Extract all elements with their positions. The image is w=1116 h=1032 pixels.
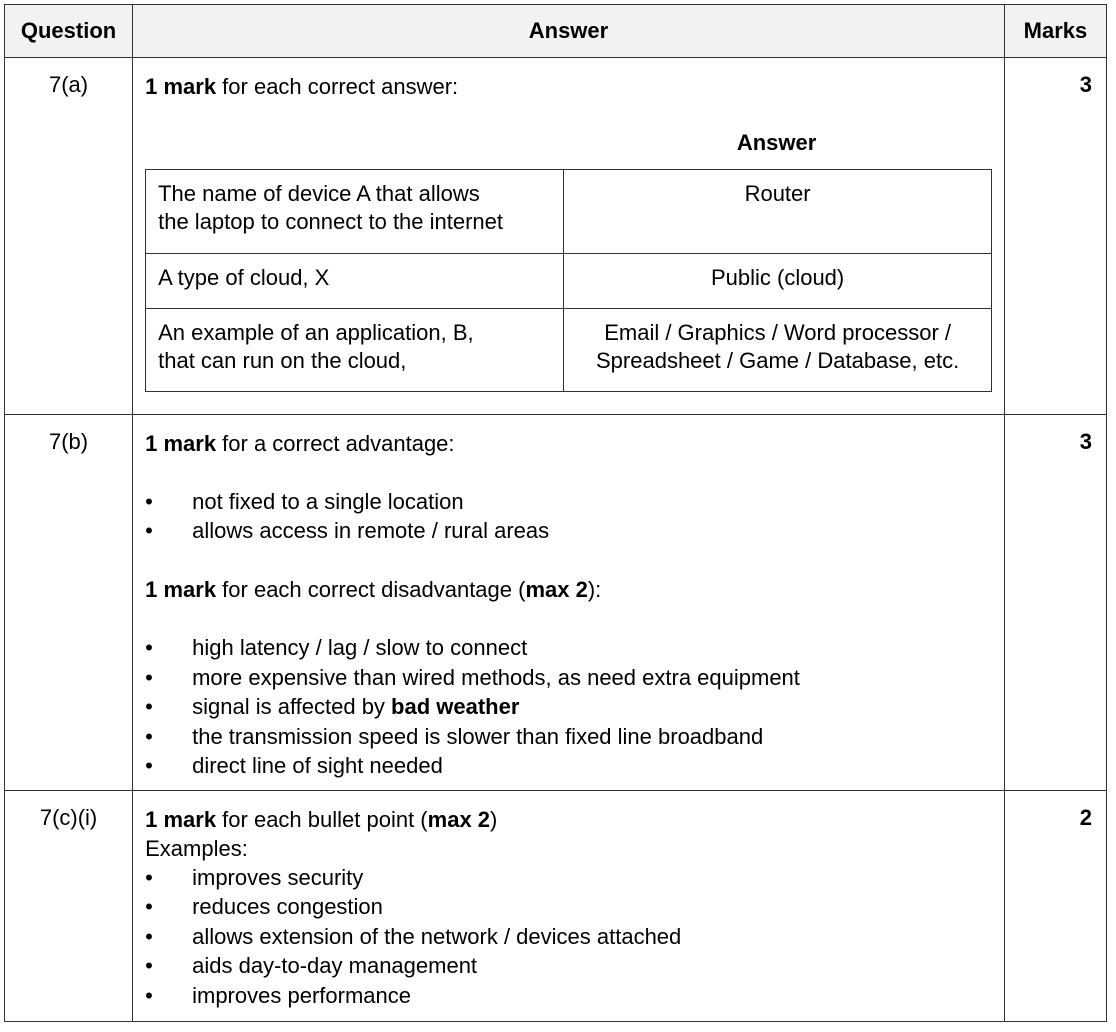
answer-value-cell: Router: [564, 170, 992, 254]
prompt-cell: An example of an application, B, that can run on the cloud,: [146, 309, 564, 392]
answer-table-row: [146, 309, 992, 392]
answer-table-row: [146, 170, 992, 254]
header-answer: Answer: [133, 5, 1005, 58]
inner-table-header: Answer: [736, 130, 817, 155]
question-row-7ci: [5, 790, 1107, 1022]
examples-label: Examples:: [145, 835, 248, 861]
question-row-7a: [5, 58, 1107, 415]
answer-cell: [133, 58, 1005, 415]
advantage-list: [145, 487, 992, 546]
question-number: 7(c)(i): [5, 790, 133, 1022]
list-item: • the transmission speed is slower than fixed line broadband: [145, 722, 992, 752]
answer-table-row: [146, 254, 992, 309]
question-number: 7(a): [5, 58, 133, 415]
list-item: • high latency / lag / slow to connect: [145, 633, 992, 663]
prompt-cell: The name of device A that allows the laptop to connect to the internet: [146, 170, 564, 254]
list-item: • improves security: [145, 863, 992, 893]
marking-instruction: 1 mark for each bullet point (max 2): [145, 806, 498, 832]
list-item: • direct line of sight needed: [145, 751, 992, 781]
header-marks: Marks: [1004, 5, 1106, 58]
answer-value-cell: Public (cloud): [564, 254, 992, 309]
list-item: • not fixed to a single location: [145, 487, 992, 517]
list-item: • more expensive than wired methods, as need extra equipment: [145, 663, 992, 693]
marks-value: 3: [1004, 58, 1106, 415]
question-number: 7(b): [5, 414, 133, 790]
mark-scheme-table: [4, 4, 1107, 1022]
list-item: • reduces congestion: [145, 892, 992, 922]
list-item: • improves performance: [145, 981, 992, 1011]
disadvantage-list: [145, 633, 992, 781]
answer-cell: [133, 414, 1005, 790]
answer-table: [145, 169, 992, 392]
prompt-cell: A type of cloud, X: [146, 254, 564, 309]
list-item: • allows extension of the network / devices attached: [145, 922, 992, 952]
list-item: • signal is affected by bad weather: [145, 692, 992, 722]
question-row-7b: [5, 414, 1107, 790]
examples-list: [145, 863, 992, 1011]
marks-value: 3: [1004, 414, 1106, 790]
header-row: [5, 5, 1107, 58]
answer-value-cell: Email / Graphics / Word processor / Spreadsheet / Game / Database, etc.: [564, 309, 992, 392]
header-question: Question: [5, 5, 133, 58]
marking-instruction: 1 mark for a correct advantage:: [145, 430, 455, 456]
answer-cell: [133, 790, 1005, 1022]
marking-instruction: 1 mark for each correct disadvantage (max 2):: [145, 576, 602, 602]
marks-value: 2: [1004, 790, 1106, 1022]
marking-instruction: 1 mark for each correct answer:: [145, 74, 459, 99]
list-item: • aids day-to-day management: [145, 951, 992, 981]
list-item: • allows access in remote / rural areas: [145, 516, 992, 546]
